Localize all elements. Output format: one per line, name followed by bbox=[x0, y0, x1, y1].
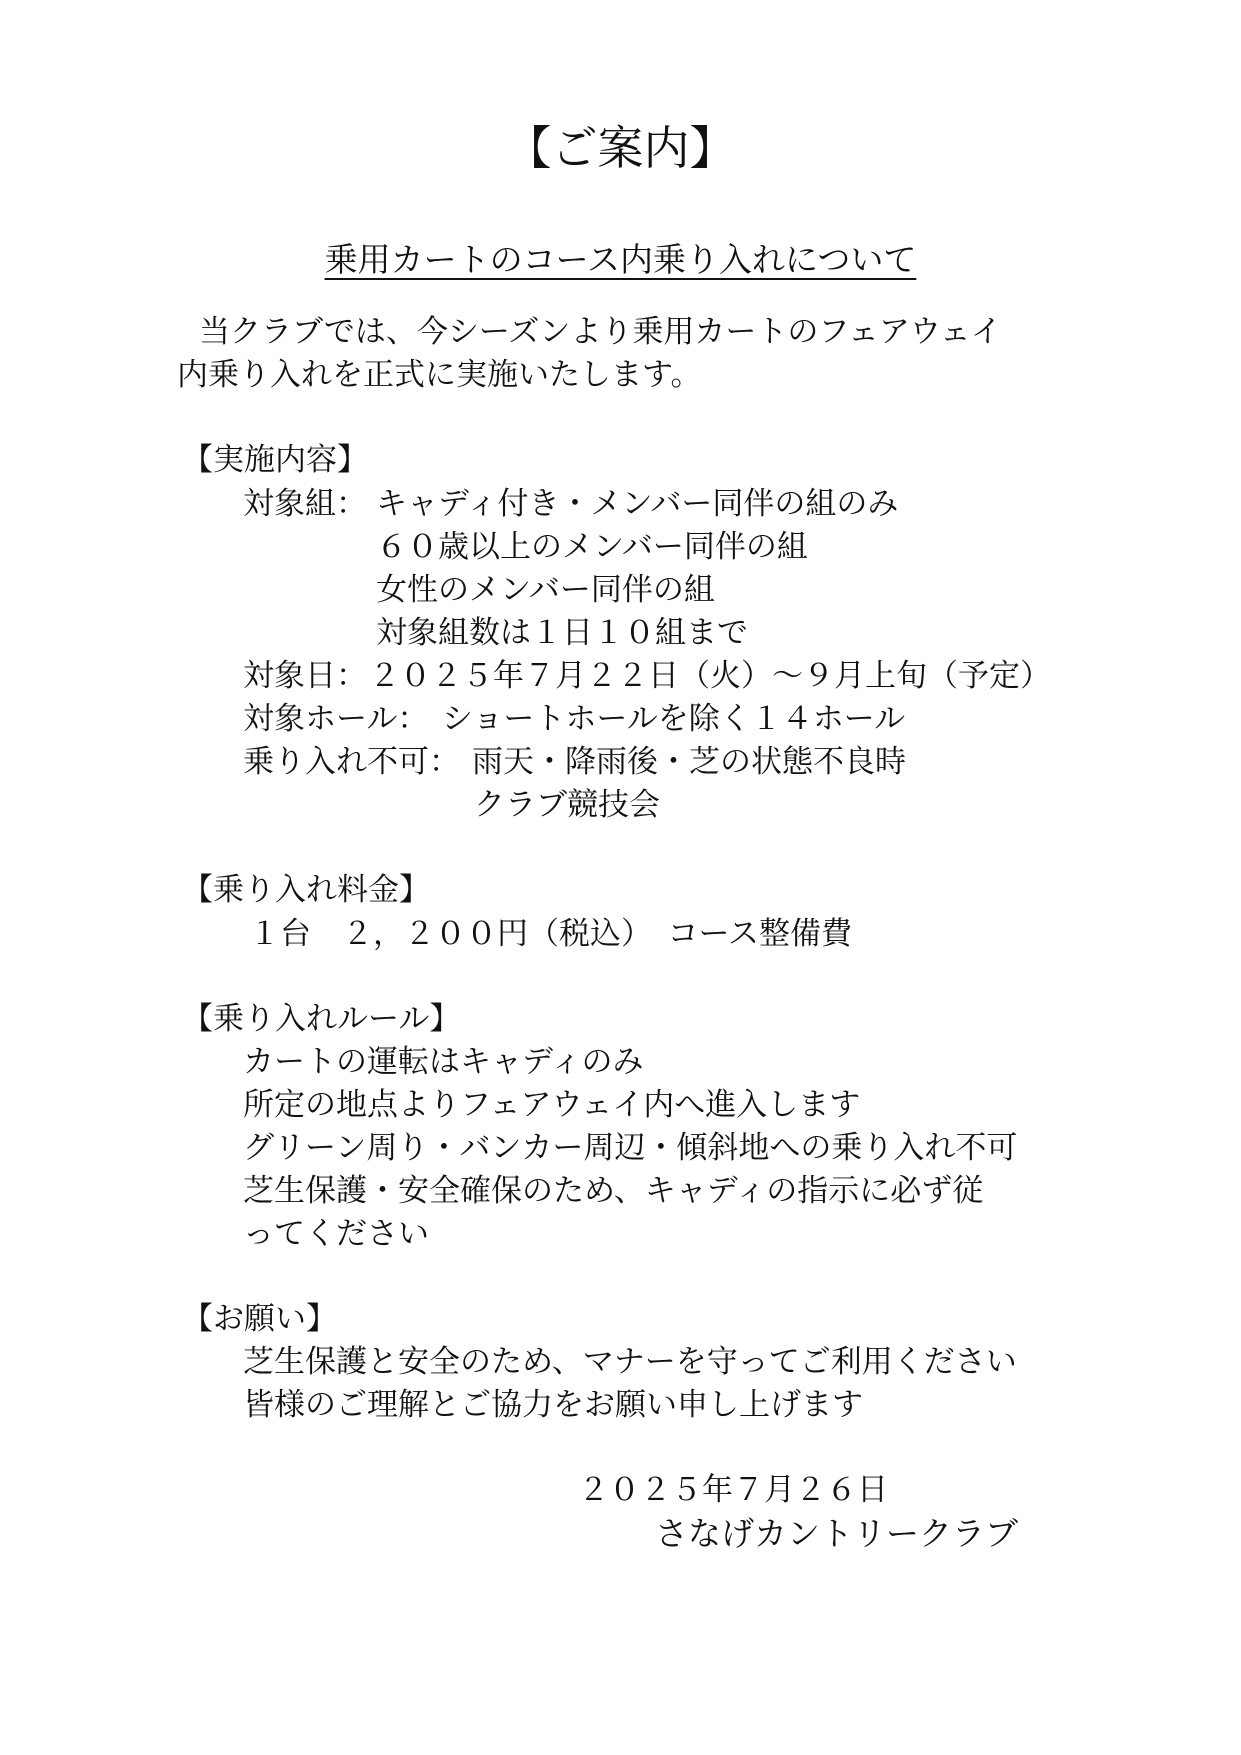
request-line-2: 皆様のご理解とご協力をお願い申し上げます bbox=[243, 1387, 863, 1423]
footer-club-name: さなげカントリークラブ bbox=[655, 1514, 1018, 1553]
not-allowed-line-1: 雨天・降雨後・芝の状態不良時 bbox=[472, 744, 906, 780]
target-dates-label: 対象日： bbox=[243, 658, 367, 694]
target-holes-value: ショートホールを除く１４ホール bbox=[442, 701, 906, 737]
fee-line: １台 ２，２００円（税込） コース整備費 bbox=[249, 916, 852, 952]
rules-line-1: カートの運転はキャディのみ bbox=[243, 1044, 644, 1080]
target-holes-label: 対象ホール： bbox=[243, 701, 429, 737]
target-groups-label: 対象組： bbox=[243, 486, 367, 522]
target-dates-value: ２０２５年７月２２日（火）～９月上旬（予定） bbox=[369, 658, 1051, 694]
implementation-heading: 【実施内容】 bbox=[182, 442, 368, 478]
not-allowed-line-2: クラブ競技会 bbox=[474, 787, 660, 823]
fee-heading: 【乗り入れ料金】 bbox=[182, 872, 430, 908]
intro-line-1: 当クラブでは、今シーズンより乗用カートのフェアウェイ bbox=[199, 314, 1002, 350]
notice-subtitle bbox=[0, 238, 1241, 282]
intro-line-2: 内乗り入れを正式に実施いたします。 bbox=[177, 357, 702, 393]
rules-line-3: グリーン周り・バンカー周辺・傾斜地への乗り入れ不可 bbox=[243, 1130, 1018, 1166]
target-groups-line-2: ６０歳以上のメンバー同伴の組 bbox=[376, 529, 808, 565]
rules-line-5: ってください bbox=[243, 1216, 429, 1252]
footer-date: ２０２５年７月２６日 bbox=[578, 1472, 888, 1508]
rules-line-2: 所定の地点よりフェアウェイ内へ進入します bbox=[243, 1087, 861, 1123]
rules-line-4: 芝生保護・安全確保のため、キャディの指示に必ず従 bbox=[243, 1173, 984, 1209]
not-allowed-label: 乗り入れ不可： bbox=[243, 744, 460, 780]
rules-heading: 【乗り入れルール】 bbox=[182, 1001, 461, 1037]
target-groups-line-1: キャディ付き・メンバー同伴の組のみ bbox=[376, 486, 899, 522]
request-heading: 【お願い】 bbox=[182, 1301, 337, 1337]
target-groups-line-4: 対象組数は１日１０組まで bbox=[376, 615, 748, 651]
notice-subtitle-text: 乗用カートのコース内乗り入れについて bbox=[324, 240, 917, 279]
notice-title: 【ご案内】 bbox=[505, 121, 736, 175]
request-line-1: 芝生保護と安全のため、マナーを守ってご利用ください bbox=[243, 1344, 1017, 1380]
target-groups-line-3: 女性のメンバー同伴の組 bbox=[376, 572, 715, 608]
